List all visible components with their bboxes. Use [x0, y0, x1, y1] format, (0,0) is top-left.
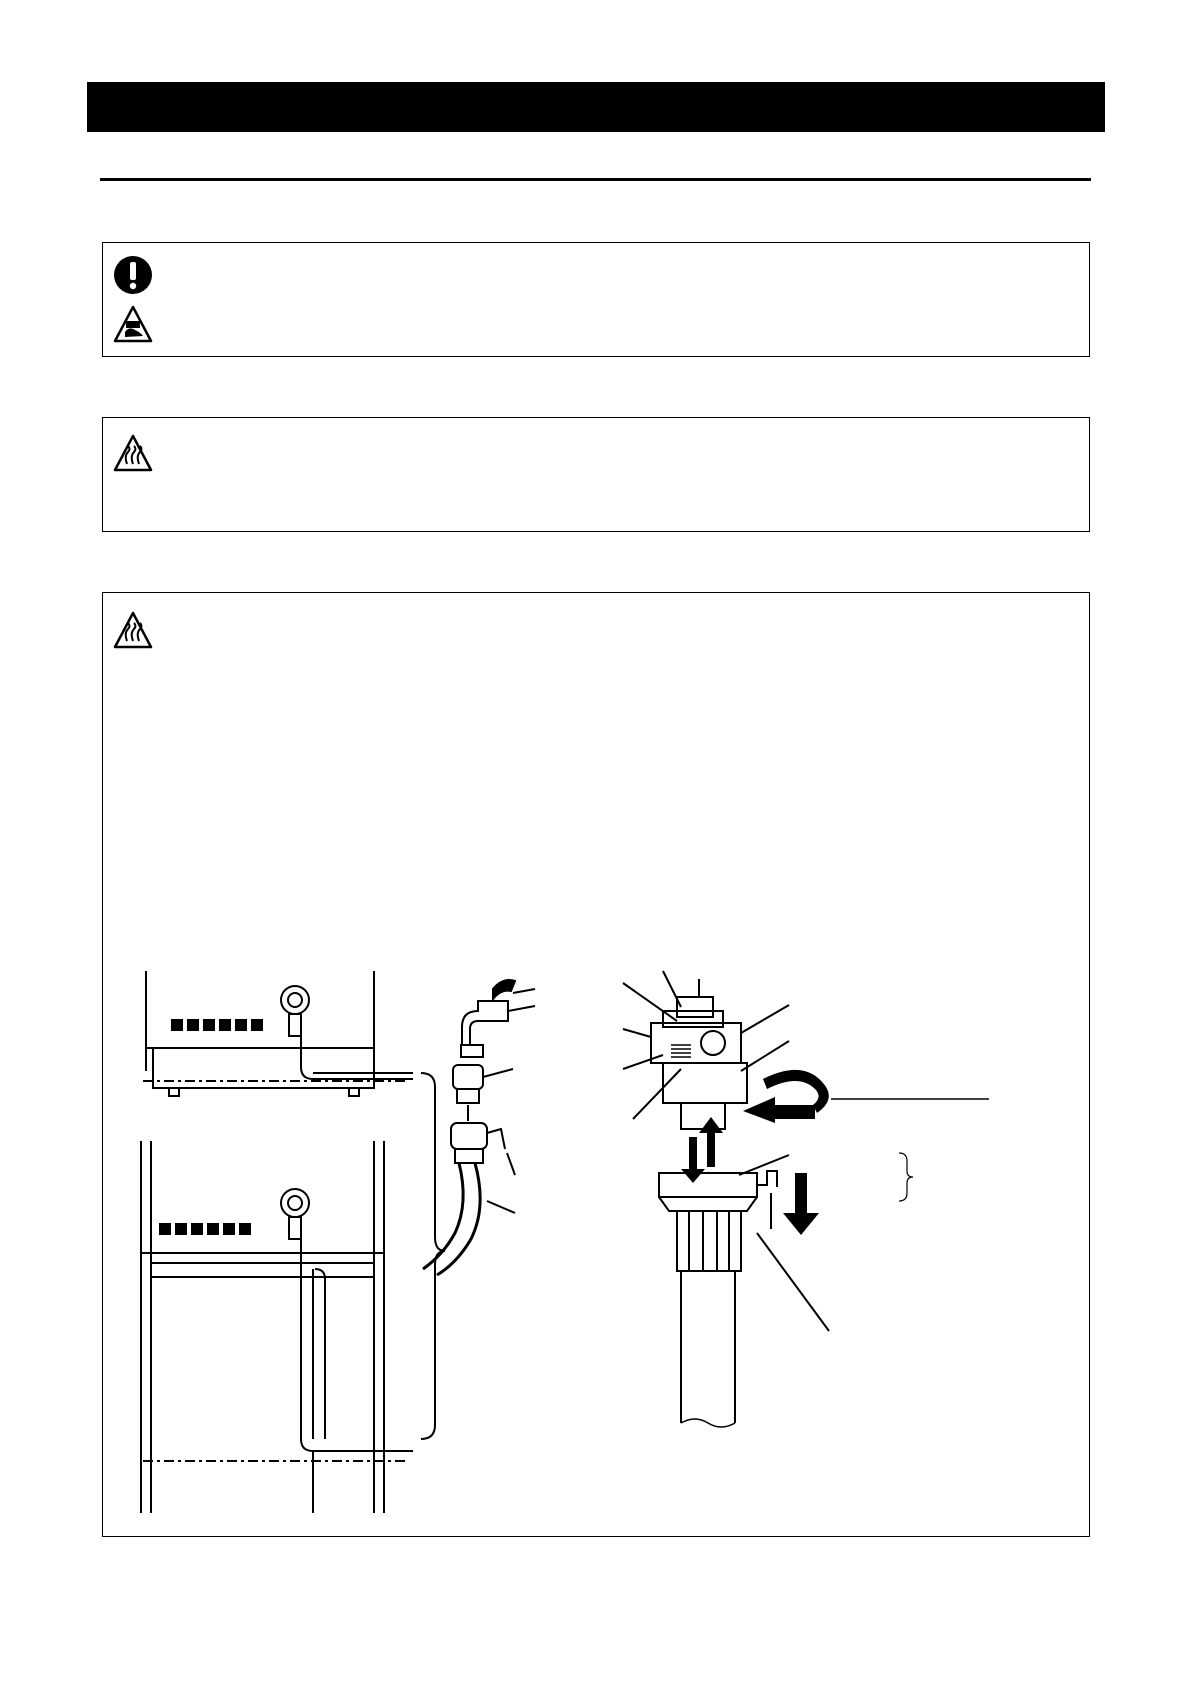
hand-pinch-warning-icon: [113, 305, 153, 343]
faucet-adapter-icon: [453, 980, 535, 1121]
caution-box-1: [102, 417, 1090, 532]
notice-box: [102, 242, 1090, 357]
exclamation-circle-icon: [113, 255, 153, 295]
rotate-arrow-icon: [743, 1070, 829, 1123]
unit-with-faucet-icon: [143, 971, 413, 1096]
hot-surface-warning-icon: [113, 434, 153, 472]
floor-unit-icon: [141, 1141, 413, 1513]
header-bar: [87, 82, 1105, 132]
installation-figure: [103, 593, 1091, 1538]
hose-coupling-icon: [423, 1123, 515, 1275]
section-rule: [100, 178, 1091, 181]
down-arrow-icon: [783, 1173, 819, 1235]
caution-box-2: [102, 592, 1090, 1537]
